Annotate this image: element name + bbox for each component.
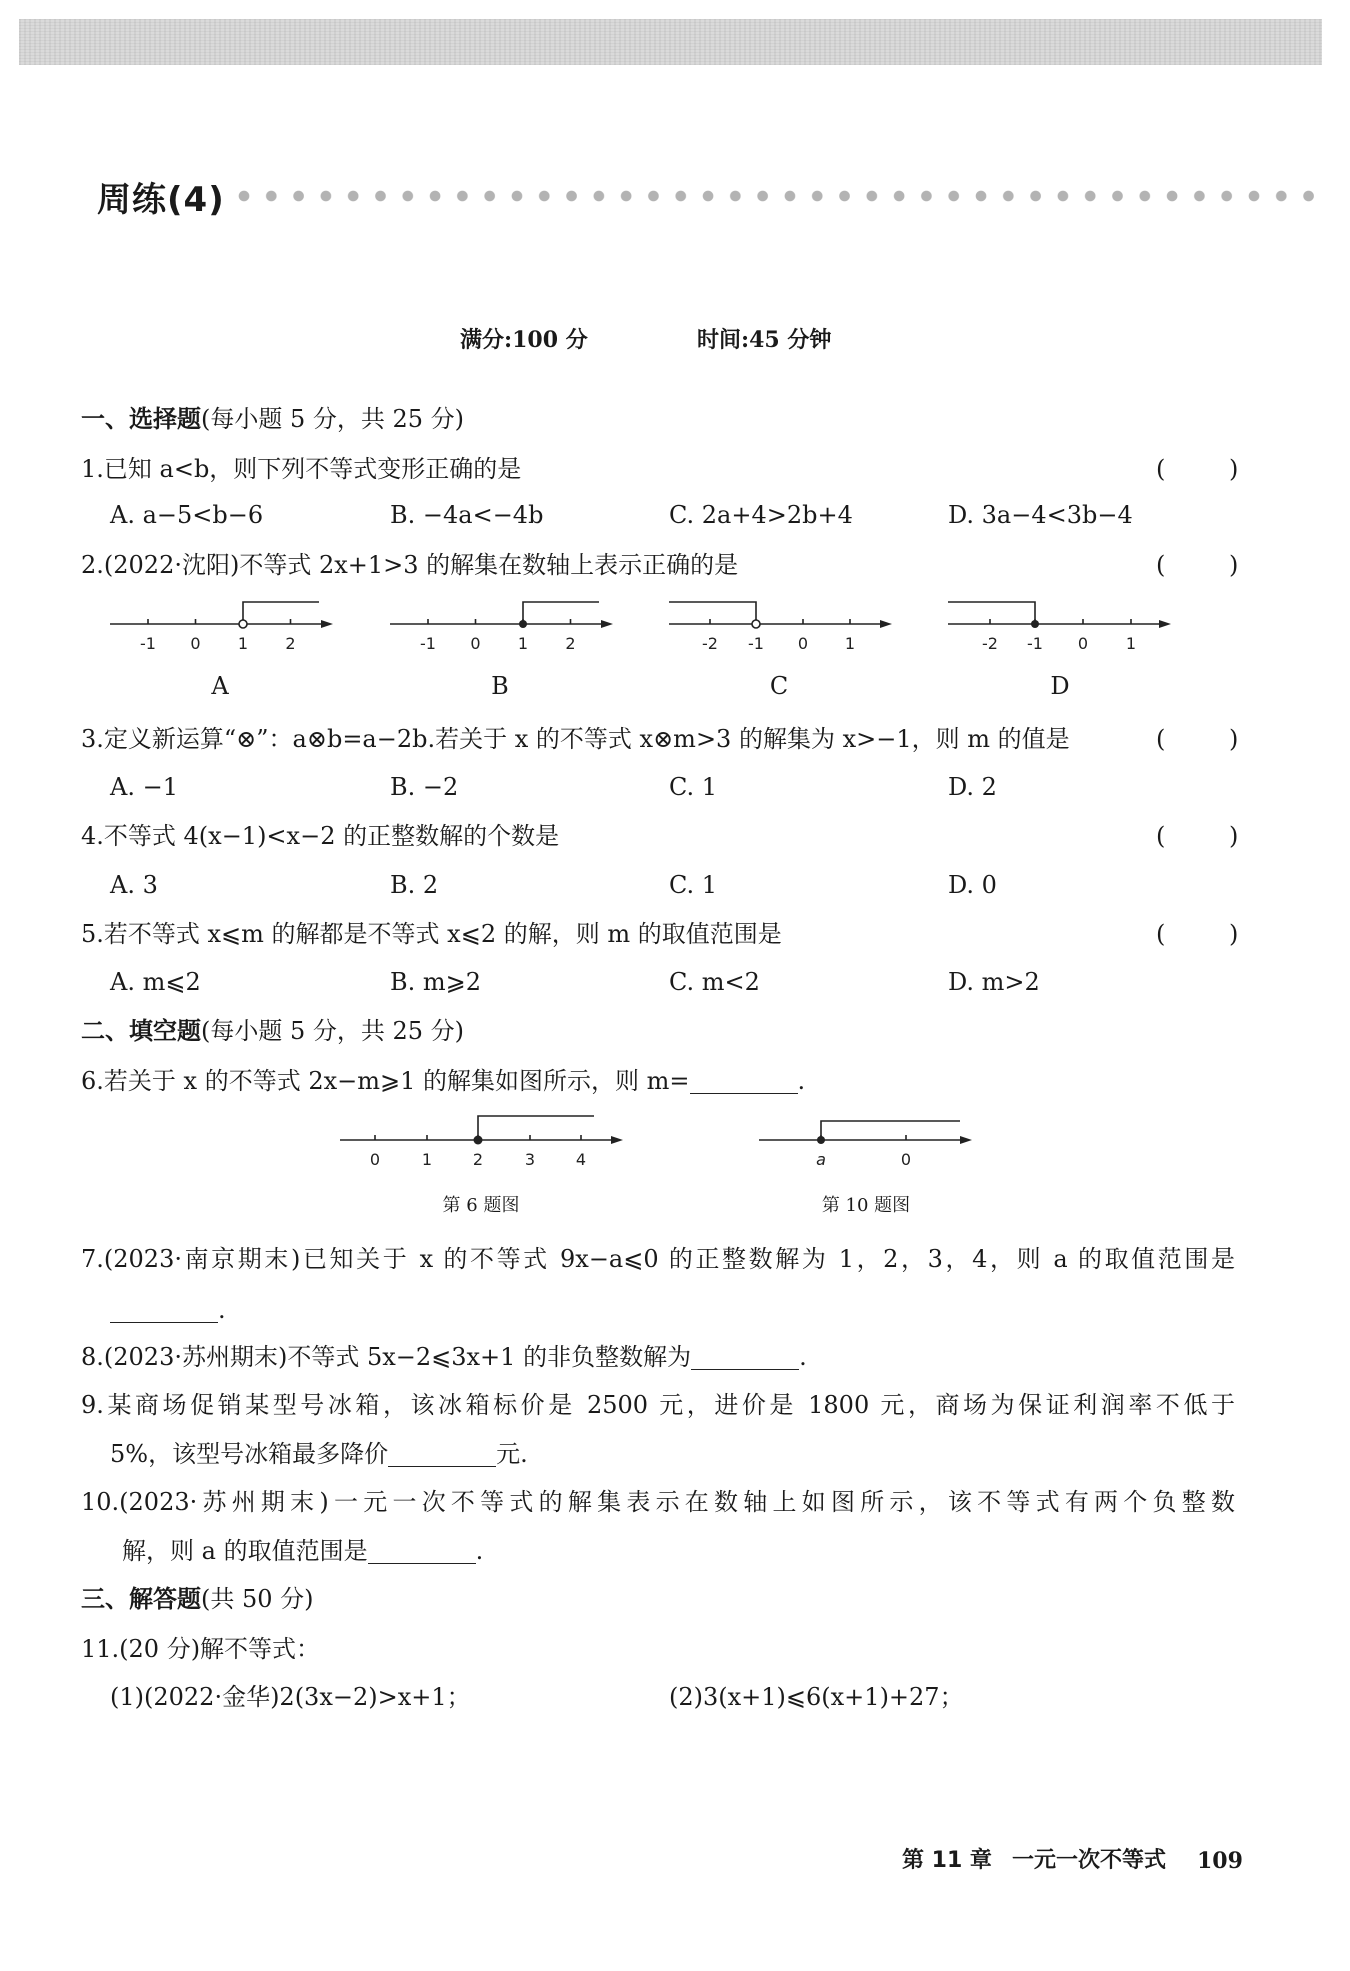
- number-line-c: [664, 590, 896, 658]
- question-5-stem: 5.若不等式 x⩽m 的解都是不等式 x⩽2 的解，则 m 的取值范围是: [81, 920, 782, 948]
- filled-endpoint: [817, 1136, 825, 1144]
- answer-bracket-close: ): [1229, 725, 1239, 753]
- q3-option-c: C. 1: [669, 773, 718, 801]
- answer-blank: [110, 1298, 218, 1323]
- time-limit: 时间:45 分钟: [697, 327, 832, 353]
- open-endpoint: [752, 620, 760, 628]
- q1-option-d: D. 3a−4<3b−4: [948, 501, 1133, 529]
- tick-label: 0: [369, 1150, 381, 1169]
- q5-option-b: B. m⩾2: [390, 968, 482, 996]
- question-10-end: .: [475, 1537, 484, 1565]
- question-1-stem: 1.已知 a<b，则下列不等式变形正确的是: [81, 455, 522, 483]
- question-11-stem: 11.(20 分)解不等式：: [81, 1635, 321, 1663]
- tick-label: -2: [702, 634, 718, 653]
- answer-bracket-close: ): [1229, 551, 1239, 579]
- question-8-end: .: [799, 1343, 807, 1371]
- q5-option-c: C. m<2: [669, 968, 760, 996]
- solution-ray: [948, 602, 1035, 624]
- filled-endpoint: [519, 620, 527, 628]
- section-title: 一、选择题: [81, 405, 201, 433]
- q4-option-b: B. 2: [390, 871, 439, 899]
- tick-label: 2: [285, 634, 296, 653]
- q1-option-c: C. 2a+4>2b+4: [669, 501, 853, 529]
- section-heading-fill-in: [81, 1011, 464, 1051]
- answer-bracket-close: ): [1229, 920, 1239, 948]
- q3-option-d: D. 2: [948, 773, 997, 801]
- figure-letter-b: B: [491, 672, 509, 700]
- axis-arrow: [601, 620, 613, 628]
- section-title: 三、解答题: [81, 1585, 201, 1613]
- axis-arrow: [880, 620, 892, 628]
- q4-option-c: C. 1: [669, 871, 718, 899]
- tick-label: 1: [1125, 634, 1137, 653]
- q4-option-a: A. 3: [110, 871, 158, 899]
- tick-label: 0: [900, 1150, 912, 1169]
- section-note: (共 50 分): [201, 1585, 314, 1613]
- question-10-line-2: [122, 1531, 483, 1571]
- axis-arrow: [321, 620, 333, 628]
- tick-label: 4: [575, 1150, 587, 1169]
- answer-blank: [691, 1345, 799, 1370]
- question-4-stem: 4.不等式 4(x−1)<x−2 的正整数解的个数是: [81, 822, 560, 850]
- header-band: [19, 19, 1322, 65]
- filled-endpoint: [474, 1136, 483, 1145]
- figure-10-caption: 第 10 题图: [821, 1195, 911, 1216]
- figure-letter-a: A: [211, 672, 229, 700]
- solution-ray: [821, 1121, 960, 1140]
- question-11-part-2: (2)3(x+1)⩽6(x+1)+27；: [669, 1683, 964, 1711]
- question-10-line-1: 10.(2023·苏州期末)一元一次不等式的解集表示在数轴上如图所示，该不等式有两个负整数: [81, 1488, 1235, 1516]
- answer-bracket-open: (: [1156, 725, 1166, 753]
- section-title: 二、填空题: [81, 1017, 201, 1045]
- section-heading-choice: [81, 399, 464, 439]
- open-endpoint: [239, 620, 247, 628]
- tick-label: a: [816, 1150, 826, 1169]
- tick-label: 1: [237, 634, 249, 653]
- filled-endpoint: [1031, 620, 1039, 628]
- footer-chapter-title: 一元一次不等式: [1012, 1848, 1167, 1873]
- title-dot-leader: [237, 189, 1322, 203]
- tick-label: -1: [748, 634, 764, 653]
- question-10-text: 解，则 a 的取值范围是: [122, 1537, 368, 1565]
- axis-arrow: [960, 1136, 972, 1144]
- tick-label: 0: [190, 634, 201, 653]
- question-8-stem: 8.(2023·苏州期末)不等式 5x−2⩽3x+1 的非负整数解为: [81, 1343, 692, 1371]
- tick-label: -1: [1027, 634, 1043, 653]
- axis-arrow: [1159, 620, 1171, 628]
- page-title: 周练(4): [97, 180, 225, 220]
- q5-option-a: A. m⩽2: [110, 968, 201, 996]
- tick-label: 0: [797, 634, 809, 653]
- answer-blank: [690, 1069, 798, 1094]
- section-note: (每小题 5 分，共 25 分): [201, 405, 465, 433]
- tick-label: 2: [472, 1150, 484, 1169]
- question-9-line-1: 9.某商场促销某型号冰箱，该冰箱标价是 2500 元，进价是 1800 元，商场为保证利润率不低于: [81, 1391, 1235, 1419]
- tick-label: 3: [524, 1150, 536, 1169]
- figure-10-number-line: [754, 1100, 982, 1172]
- tick-label: 0: [1077, 634, 1089, 653]
- solution-ray: [669, 602, 756, 624]
- answer-bracket-open: (: [1156, 822, 1166, 850]
- q3-option-a: A. −1: [110, 773, 178, 801]
- solution-ray: [478, 1116, 594, 1140]
- question-8: [81, 1337, 807, 1377]
- answer-bracket-open: (: [1156, 455, 1166, 483]
- q1-option-b: B. −4a<−4b: [390, 501, 544, 529]
- section-note: (每小题 5 分，共 25 分): [201, 1017, 465, 1045]
- q4-option-d: D. 0: [948, 871, 997, 899]
- question-2-stem: 2.(2022·沈阳)不等式 2x+1>3 的解集在数轴上表示正确的是: [81, 551, 739, 579]
- answer-blank: [388, 1442, 496, 1467]
- figure-6-number-line: [335, 1100, 627, 1172]
- answer-bracket-close: ): [1229, 455, 1239, 483]
- solution-ray: [243, 602, 319, 624]
- tick-label: -1: [420, 634, 436, 653]
- question-6: [81, 1061, 805, 1101]
- q3-option-b: B. −2: [390, 773, 459, 801]
- question-7-line-2: [110, 1290, 226, 1330]
- question-9-end: 元.: [496, 1440, 528, 1468]
- answer-bracket-close: ): [1229, 822, 1239, 850]
- number-line-d: [943, 590, 1175, 658]
- number-line-b: [385, 590, 617, 658]
- answer-blank: [368, 1539, 476, 1564]
- tick-label: -2: [982, 634, 998, 653]
- section-heading-solve: [81, 1579, 314, 1619]
- tick-label: 1: [517, 634, 529, 653]
- question-9-line-2: [110, 1434, 528, 1474]
- figure-letter-c: C: [769, 672, 789, 700]
- tick-label: 0: [470, 634, 481, 653]
- q5-option-d: D. m>2: [948, 968, 1040, 996]
- figure-letter-d: D: [1050, 672, 1070, 700]
- q1-option-a: A. a−5<b−6: [110, 501, 264, 529]
- footer-chapter: 第 11 章: [902, 1848, 992, 1873]
- question-9-text: 5%，该型号冰箱最多降价: [110, 1440, 389, 1468]
- question-7-end: .: [218, 1296, 226, 1324]
- page-number: 109: [1197, 1848, 1243, 1874]
- answer-bracket-open: (: [1156, 551, 1166, 579]
- question-6-stem: 6.若关于 x 的不等式 2x−m⩾1 的解集如图所示，则 m=: [81, 1067, 690, 1095]
- figure-6-caption: 第 6 题图: [442, 1195, 520, 1216]
- tick-label: 1: [844, 634, 856, 653]
- question-7-line-1: 7.(2023·南京期末)已知关于 x 的不等式 9x−a⩽0 的正整数解为 1，2，3，4，则 a 的取值范围是: [81, 1245, 1235, 1273]
- number-line-a: [105, 590, 337, 658]
- tick-label: 2: [565, 634, 576, 653]
- tick-label: 1: [421, 1150, 433, 1169]
- solution-ray: [523, 602, 599, 624]
- answer-bracket-open: (: [1156, 920, 1166, 948]
- question-6-end: .: [797, 1067, 806, 1095]
- tick-label: -1: [140, 634, 156, 653]
- axis-arrow: [611, 1136, 623, 1144]
- full-score: 满分:100 分: [460, 327, 588, 353]
- question-3-stem: 3.定义新运算“⊗”：a⊗b=a−2b.若关于 x 的不等式 x⊗m>3 的解集为 x>−1，则 m 的值是: [81, 725, 1070, 753]
- question-11-part-1: (1)(2022·金华)2(3x−2)>x+1；: [110, 1683, 471, 1711]
